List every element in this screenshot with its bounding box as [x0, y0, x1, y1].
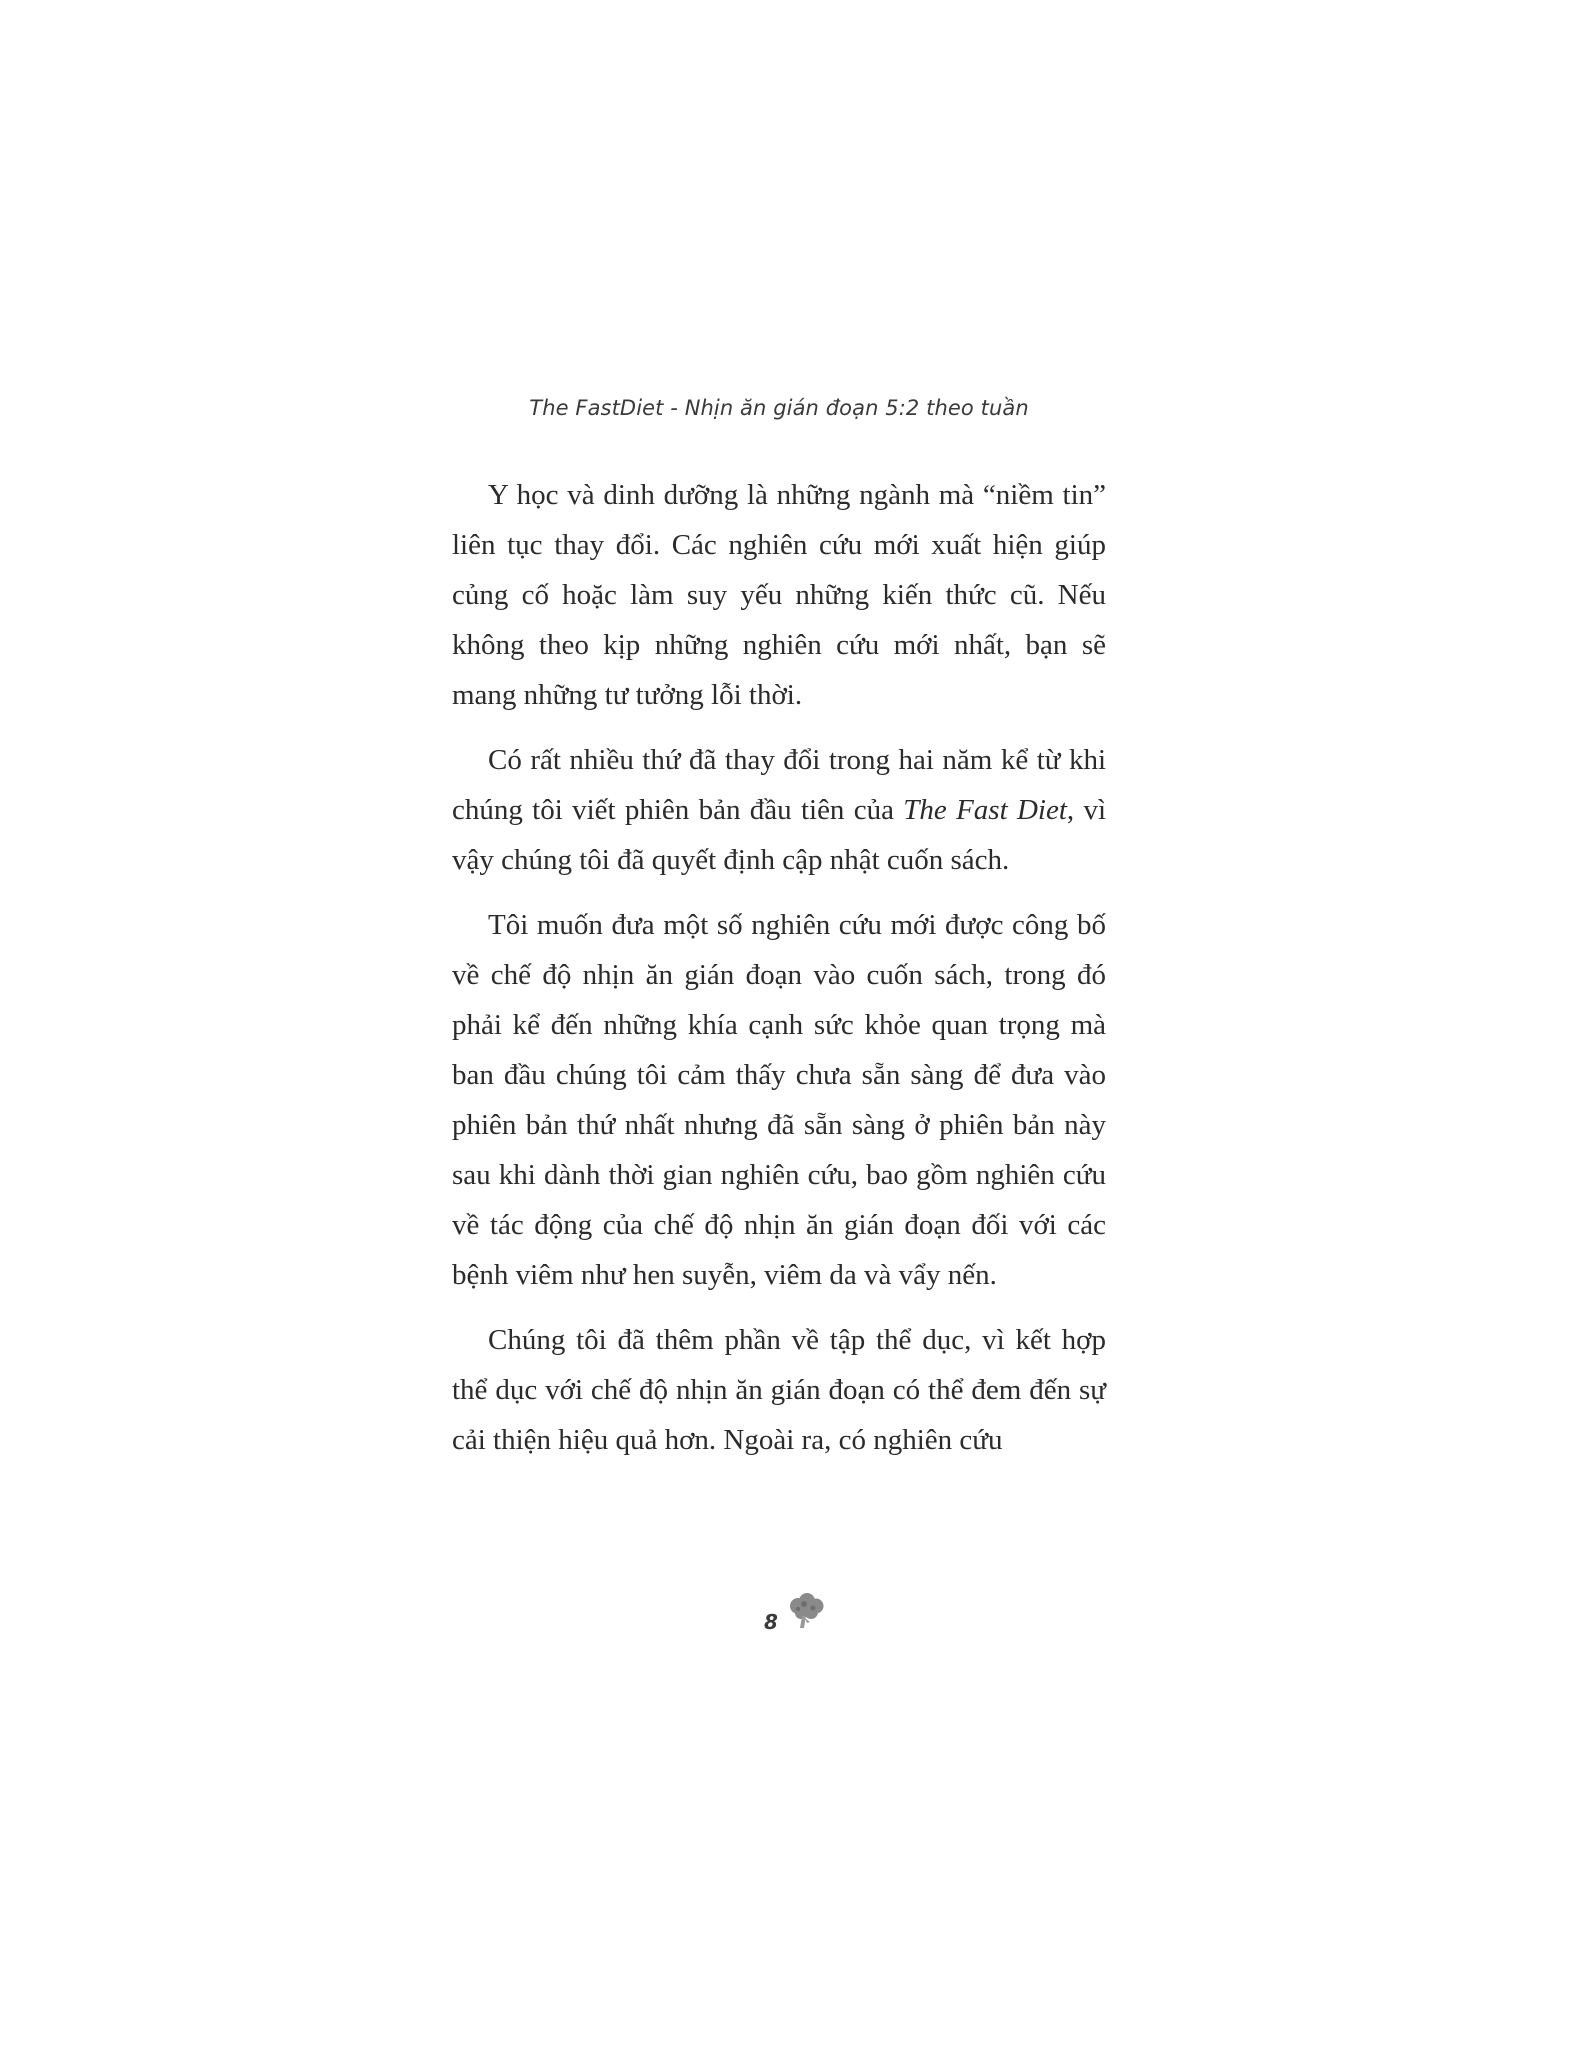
paragraph-3: Tôi muốn đưa một số nghiên cứu mới được công bố về chế độ nhịn ăn gián đoạn vào cuốn sách, trong đó phải kể đến những khía cạnh sức khỏe quan trọng mà ban đầu chúng tôi cảm thấy chưa sẵn sàng để đưa vào phiên bản thứ nhất nhưng đã sẵn sàng ở phiên bản này sau khi dành thời gian nghiên cứu, bao gồm nghiên cứu về tác động của chế độ nhịn ăn gián đoạn đối với các bệnh viêm như hen suyễn, viêm da và vẩy nến.: [452, 909, 1106, 1291]
page-footer: [740, 1588, 860, 1638]
paragraph-2: [452, 735, 1106, 885]
paragraph-4: Chúng tôi đã thêm phần về tập thể dục, vì kết hợp thể dục với chế độ nhịn ăn gián đoạn có thể đem đến sự cải thiện hiệu quả hơn. Ngoài ra, có nghiên cứu: [452, 1324, 1106, 1456]
book-title: The Fast Diet: [903, 794, 1067, 826]
paragraph-2-text-after: , vì vậy chúng tôi đã quyết định cập nhật cuốn sách.: [452, 794, 1106, 876]
paragraph-1: Y học và dinh dưỡng là những ngành mà “niềm tin” liên tục thay đổi. Các nghiên cứu mới xuất hiện giúp củng cố hoặc làm suy yếu những kiến thức cũ. Nếu không theo kịp những nghiên cứu mới nhất, bạn sẽ mang những tư tưởng lỗi thời.: [452, 479, 1106, 711]
page-number: 8: [764, 1610, 778, 1634]
running-header: The FastDiet - Nhịn ăn gián đoạn 5:2 theo tuần: [529, 396, 1029, 420]
paragraph-2-text-before: Có rất nhiều thứ đã thay đổi trong hai năm kể từ khi chúng tôi viết phiên bản đầu tiên của: [452, 744, 1106, 826]
broccoli-icon: [786, 1592, 826, 1634]
body-text: [452, 470, 1106, 1465]
